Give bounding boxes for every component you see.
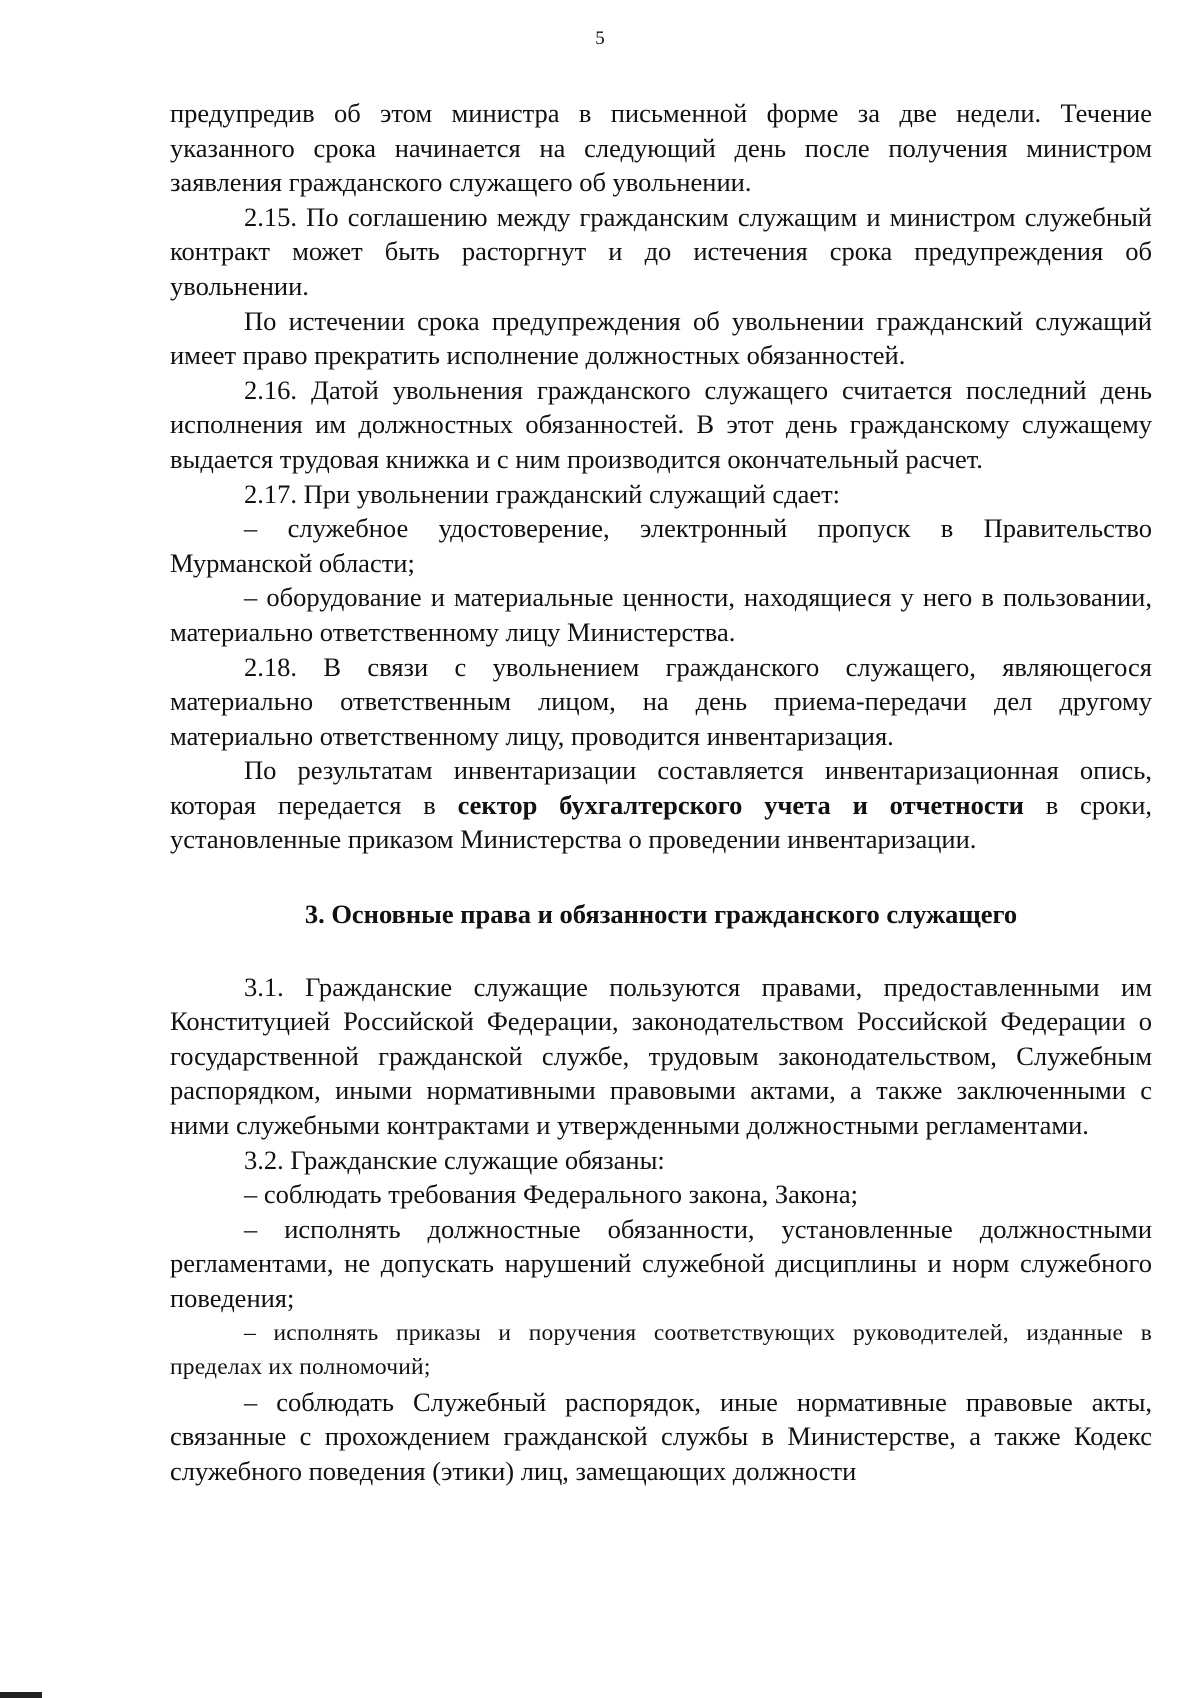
list-item-duties: – исполнять должностные обязанности, установленные должностными регламентами, не допускать нарушений служебной дисциплины и норм служебного поведения; (170, 1213, 1152, 1313)
list-item-orders: – исполнять приказы и поручения соответствующих руководителей, изданные в пределах их полномочий; (170, 1319, 1152, 1381)
paragraph-3-1: 3.1. Гражданские служащие пользуются правами, предоставленными им Конституцией Российской Федерации, законодательством Российской Федерации о государственной гражданской службе, трудовым законодательством, Служебным распорядком, иными нормативными правовыми актами, а также заключенными с ними служебными контрактами и утвержденными должностными регламентами. (170, 971, 1152, 1141)
paragraph-warning-expiry: По истечении срока предупреждения об увольнении гражданский служащий имеет право прекратить исполнение должностных обязанностей. (170, 305, 1152, 371)
page-number: 5 (595, 28, 605, 49)
paragraph-inventory-results (170, 753, 1152, 857)
paragraph-2-17: 2.17. При увольнении гражданский служащий сдает: (244, 478, 841, 509)
paragraph-3-2: 3.2. Гражданские служащие обязаны: (244, 1144, 665, 1175)
list-item-certificate: – служебное удостоверение, электронный пропуск в Правительство Мурманской области; (170, 513, 1152, 578)
inventory-text-start: По результатам инвентаризации составляется инвентаризационная опись, которая передается в (170, 755, 1152, 820)
document-body (170, 96, 1152, 1489)
section-heading: 3. Основные права и обязанности гражданского служащего (304, 899, 1018, 930)
list-item-requirements: – соблюдать требования Федерального закона, Закона; (244, 1179, 858, 1210)
list-item-equipment: – оборудование и материальные ценности, находящиеся у него в пользовании, материально ответственному лицу Министерства. (170, 582, 1152, 647)
scan-edge-mark (0, 1692, 42, 1698)
paragraph-2-18: 2.18. В связи с увольнением гражданского служащего, являющегося материально ответственным лицом, на день приема-передачи дел другому материально ответственному лицу, проводится инвентаризация. (170, 651, 1152, 751)
inventory-text-end: в сроки, установленные приказом Министерства о проведении инвентаризации. (170, 789, 1152, 855)
paragraph-2-16: 2.16. Датой увольнения гражданского служащего считается последний день исполнения им должностных обязанностей. В этот день гражданскому служащему выдается трудовая книжка и с ним производится окончательный расчет. (170, 374, 1152, 474)
paragraph-2-15: 2.15. По соглашению между гражданским служащим и министром служебный контракт может быть расторгнут и до истечения срока предупреждения об увольнении. (170, 201, 1152, 301)
list-item-regulations: – соблюдать Служебный распорядок, иные нормативные правовые акты, связанные с прохождением гражданской службы в Министерстве, а также Кодекс служебного поведения (этики) лиц, замещающих должности (170, 1386, 1152, 1486)
accounting-sector-name: сектор бухгалтерского учета и отчетности (457, 789, 1024, 820)
paragraph-continuation: предупредив об этом министра в письменной форме за две недели. Течение указанного срока начинается на следующий день после получения министром заявления гражданского служащего об увольнении. (170, 98, 1152, 198)
